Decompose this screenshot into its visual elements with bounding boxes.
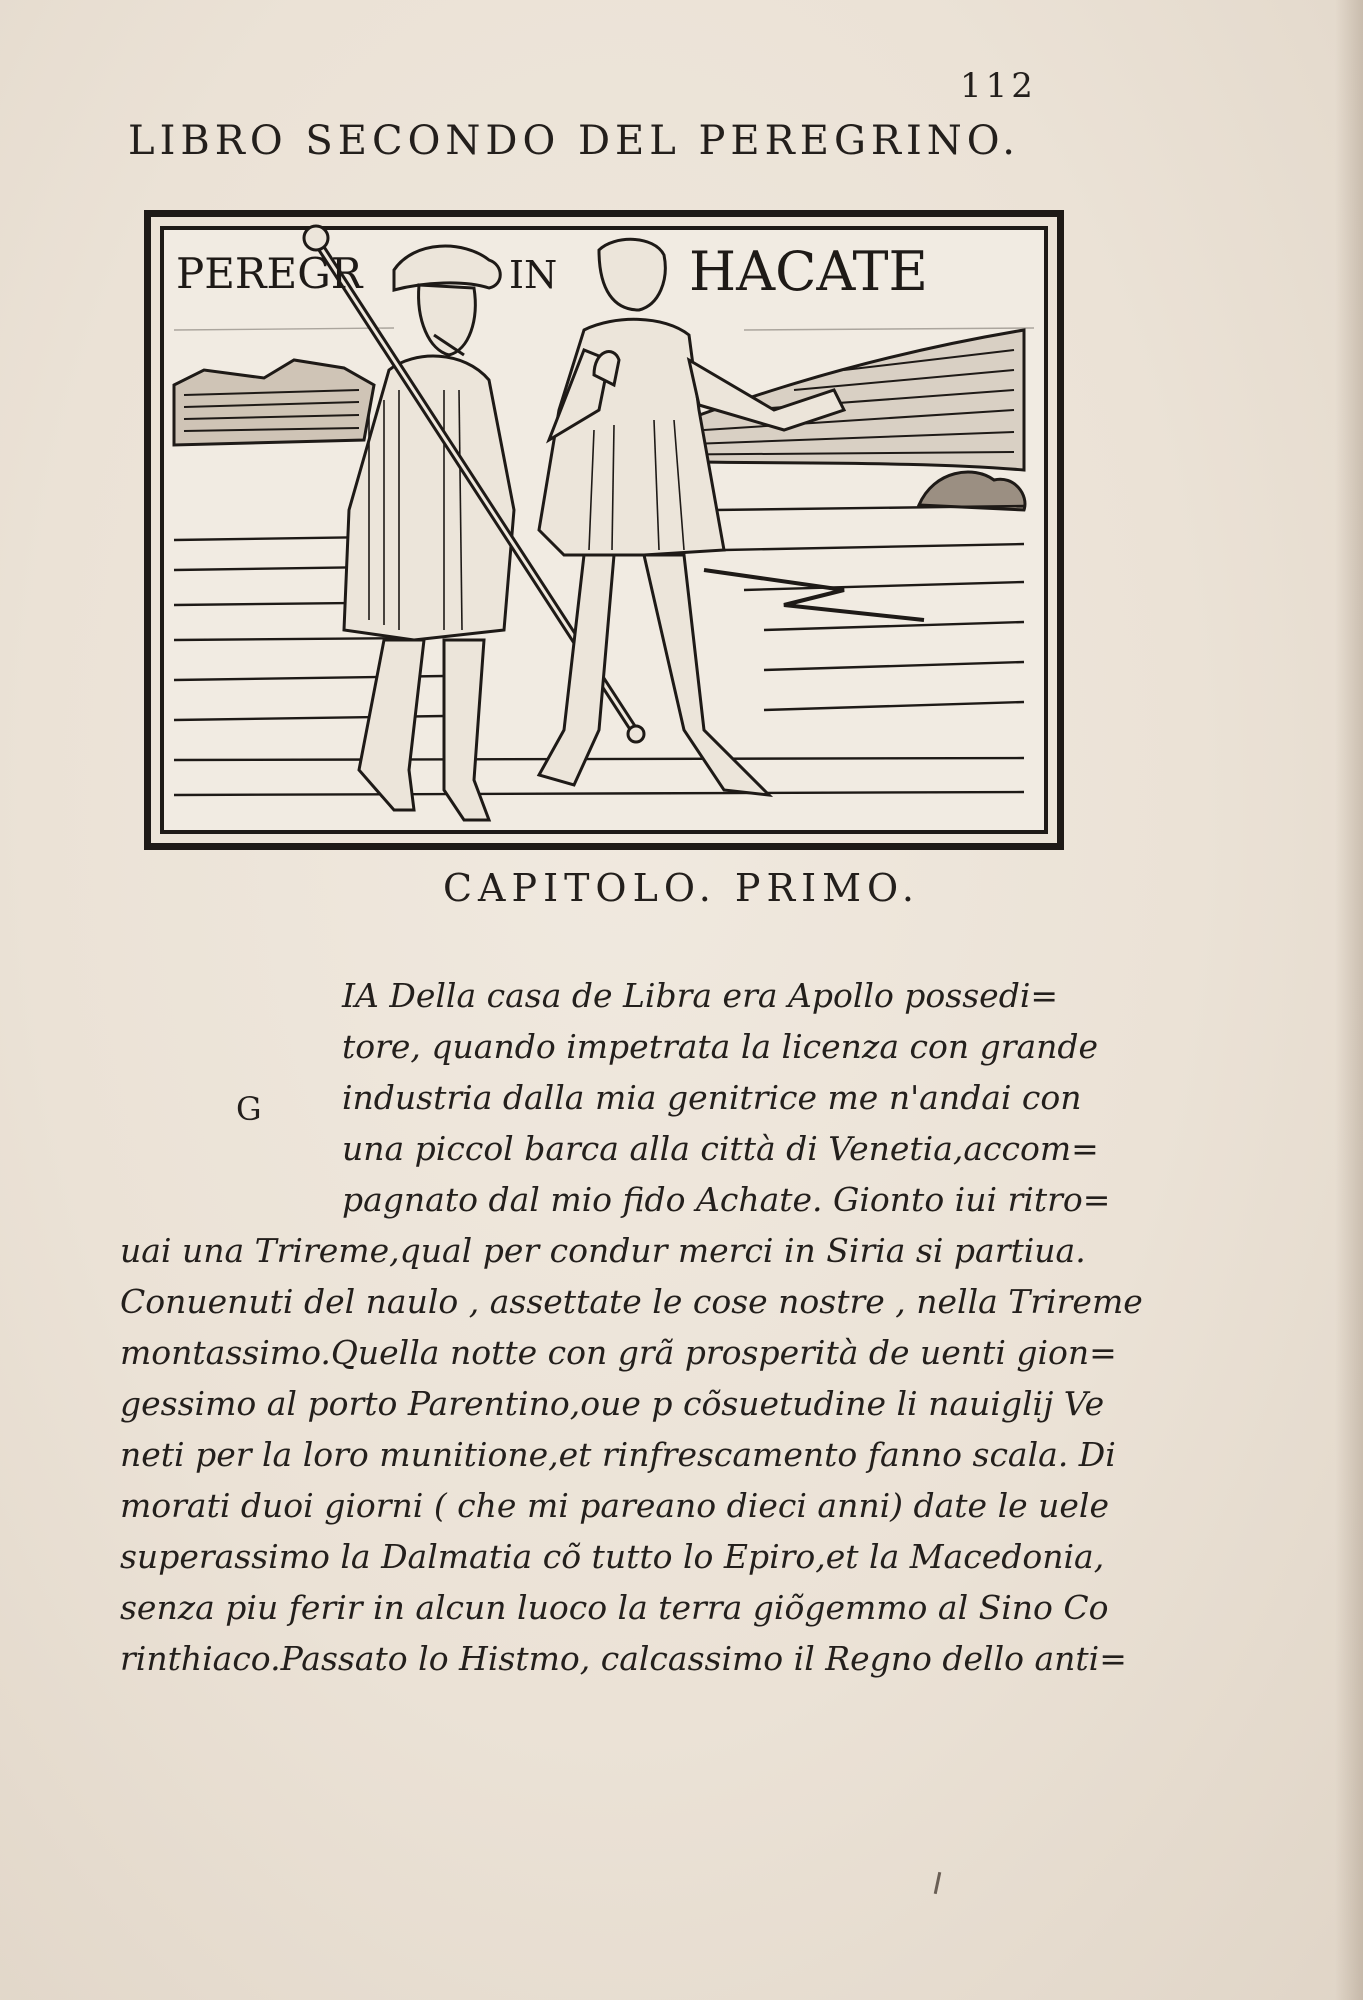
- text-line: Conuenuti del naulo , assettate le cose nostre , nella Trireme: [120, 1282, 1143, 1321]
- text-line: uai una Trireme,qual per condur merci in Siria si partiua.: [120, 1231, 1086, 1270]
- text-line: senza piu ferir in alcun luoco la terra giõgemmo al Sino Co: [120, 1588, 1109, 1627]
- text-line: pagnato dal mio fido Achate. Gionto iui ritro=: [342, 1180, 1111, 1219]
- page-number: 112: [960, 66, 1037, 106]
- text-line: una piccol barca alla città di Venetia,accom=: [342, 1129, 1099, 1168]
- text-line: rinthiaco.Passato lo Histmo, calcassimo il Regno dello anti=: [120, 1639, 1127, 1678]
- woodcut-label-left: PEREGR: [176, 249, 363, 298]
- text-line: neti per la loro munitione,et rinfrescamento fanno scala. Di: [120, 1435, 1116, 1474]
- running-head: LIBRO SECONDO DEL PEREGRINO.: [128, 118, 1020, 164]
- text-line: superassimo la Dalmatia cõ tutto lo Epiro,et la Macedonia,: [120, 1537, 1105, 1576]
- text-line: IA Della casa de Libra era Apollo possedi=: [342, 976, 1059, 1015]
- chapter-body-text: [120, 970, 1143, 1684]
- text-line: montassimo.Quella notte con grã prosperità de uenti gion=: [120, 1333, 1117, 1372]
- text-line: industria dalla mia genitrice me n'andai con: [342, 1078, 1082, 1117]
- text-line: gessimo al porto Parentino,oue p cõsuetudine li nauiglij Ve: [120, 1384, 1105, 1423]
- woodcut-illustration: [144, 210, 1064, 850]
- drop-initial-letter: G: [236, 1090, 262, 1128]
- text-line: morati duoi giorni ( che mi pareano dieci anni) date le uele: [120, 1486, 1110, 1525]
- woodcut-label-middle: IN: [509, 253, 558, 297]
- page-edge-shadow: [1335, 0, 1363, 2000]
- woodcut-label-right: HACATE: [689, 240, 928, 303]
- text-line: tore, quando impetrata la licenza con grande: [342, 1027, 1099, 1066]
- chapter-heading: CAPITOLO. PRIMO.: [442, 866, 921, 910]
- ink-mark: [934, 1872, 942, 1894]
